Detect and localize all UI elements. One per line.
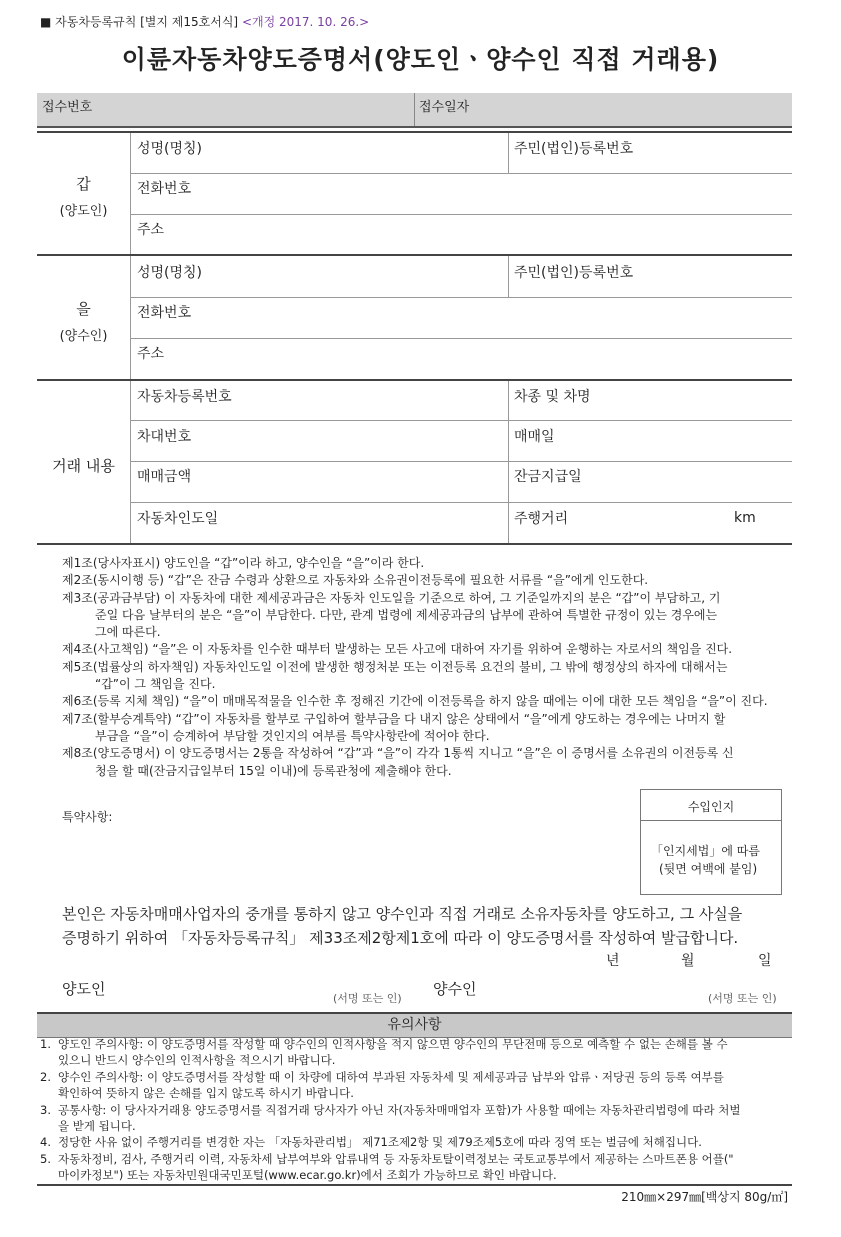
buyer-address-field[interactable]: 주소 <box>137 346 165 362</box>
vin-field[interactable]: 차대번호 <box>137 429 192 445</box>
page-title: 이륜자동차양도증명서(양도인ㆍ양수인 직접 거래용) <box>121 45 720 74</box>
buyer-signature-field[interactable]: (서명 또는 인) <box>708 992 777 1005</box>
term-5: 제5조(법률상의 하자책임) 자동차인도일 이전에 발생한 행정처분 또는 이전등록 요건의 불비, 그 밖에 행정상의 하자에 대해서는 <box>62 659 728 674</box>
reception-date-label: 접수일자 <box>419 100 470 115</box>
buyer-id-field[interactable]: 주민(법인)등록번호 <box>514 265 634 281</box>
term-7: 제7조(할부승계특약) “갑”이 자동차를 할부로 구입하여 할부금을 다 내지 않은 상태에서 “을”에게 양도하는 경우에는 나머지 할 <box>62 711 726 726</box>
row-divider <box>130 297 792 298</box>
balance-date-field[interactable]: 잔금지급일 <box>514 469 582 485</box>
row-divider <box>130 173 792 174</box>
column-divider <box>130 133 131 254</box>
revision-date: <개정 2017. 10. 26.> <box>241 15 370 29</box>
buyer-title: 을 <box>76 300 91 318</box>
reception-divider <box>414 93 415 126</box>
note-item <box>40 1134 788 1150</box>
paper-spec: 210㎜×297㎜[백상지 80g/㎡] <box>621 1190 788 1204</box>
note-item <box>40 1151 788 1184</box>
day-label: 일 <box>758 953 772 969</box>
note-number: 3. <box>40 1102 51 1117</box>
term-2: 제2조(동시이행 등) “갑”은 잔금 수령과 상환으로 자동차와 소유권이전등록에 필요한 서류를 “을”에게 인도한다. <box>62 573 649 588</box>
column-divider <box>508 381 509 543</box>
registration-number-field[interactable]: 자동차등록번호 <box>137 389 232 405</box>
term-5-cont: “갑”이 그 책임을 진다. <box>95 677 216 692</box>
term-8-cont: 청을 할 때(잔금지급일부터 15일 이내)에 등록관청에 제출해야 한다. <box>95 763 452 778</box>
term-1: 제1조(당사자표시) 양도인을 “갑”이라 하고, 양수인을 “을”이라 한다. <box>62 556 425 570</box>
row-divider <box>130 214 792 215</box>
notes-bottom-border <box>37 1184 792 1186</box>
buyer-phone-field[interactable]: 전화번호 <box>137 305 192 321</box>
month-label: 월 <box>681 953 695 969</box>
revenue-stamp-box <box>640 789 782 895</box>
stamp-divider <box>641 820 781 821</box>
reception-row <box>37 93 792 128</box>
section-divider <box>37 254 792 256</box>
row-divider <box>130 502 792 503</box>
note-text: 양도인 주의사항: 이 양도증명서를 작성할 때 양수인의 인적사항을 적지 않으면 양수인의 무단전매 등으로 예측할 수 없는 손해를 볼 수 있으니 반드시 양수인의 인적사항을 적으시기 바랍니다. <box>58 1037 728 1068</box>
row-divider <box>130 420 792 421</box>
seller-subtitle: (양도인) <box>59 204 108 219</box>
seller-address-field[interactable]: 주소 <box>137 222 165 238</box>
column-divider <box>508 256 509 297</box>
stamp-note-1: 「인지세법」에 따름 <box>651 844 760 858</box>
declaration-line-1: 본인은 자동차매매사업자의 중개를 통하지 않고 양수인과 직접 거래로 소유자동차를 양도하고, 그 사실을 <box>62 905 743 923</box>
seller-name-field[interactable]: 성명(명칭) <box>137 141 203 157</box>
vehicle-type-field[interactable]: 차종 및 차명 <box>514 389 591 405</box>
note-text: 공통사항: 이 당사자거래용 양도증명서를 직접거래 당사자가 아닌 자(자동차매매업자 포함)가 사용할 때에는 자동차관리법령에 따라 처벌 을 받게 됩니다. <box>58 1102 741 1134</box>
note-text: 자동차정비, 검사, 주행거리 이력, 자동차세 납부여부와 압류내역 등 자동차토탈이력정보는 국토교통부에서 제공하는 스마트폰용 어플(" 마이카정보") 또는 자동차민원대국민포털(www.ecar.go.kr)에서 조회가 가능하므로 확인 바랍니다. <box>58 1151 734 1183</box>
section-divider <box>37 131 792 133</box>
note-item <box>40 1102 788 1135</box>
declaration <box>62 902 782 950</box>
stamp-title: 수입인지 <box>687 800 735 814</box>
transaction-label: 거래 내용 <box>52 457 115 475</box>
note-text: 양수인 주의사항: 이 양도증명서를 작성할 때 이 차량에 대하여 부과된 자동차세 및 제세공과금 납부와 압류ㆍ저당권 등의 등록 여부를 확인하여 뜻하지 않은 손해를 입지 않도록 하시기 바랍니다. <box>58 1069 724 1101</box>
buyer-subtitle: (양수인) <box>59 329 108 344</box>
mileage-field[interactable]: 주행거리 <box>514 511 569 527</box>
note-text: 정당한 사유 없이 주행거리를 변경한 자는 「자동차관리법」 제71조제2항 및 제79조제5호에 따라 징역 또는 벌금에 처해집니다. <box>58 1135 702 1150</box>
term-3: 제3조(공과금부담) 이 자동차에 대한 제세공과금은 자동차 인도일을 기준으로 하여, 그 기준일까지의 분은 “갑”이 부담하고, 기 <box>62 590 721 605</box>
year-label: 년 <box>606 953 620 969</box>
column-divider <box>130 256 131 379</box>
reception-number-label: 접수번호 <box>42 100 93 115</box>
contract-terms <box>62 555 787 780</box>
column-divider <box>130 381 131 543</box>
term-8: 제8조(양도증명서) 이 양도증명서는 2통을 작성하여 “갑”과 “을”이 각각 1통씩 지니고 “을”은 이 증명서를 소유권의 이전등록 신 <box>62 746 734 761</box>
sale-amount-field[interactable]: 매매금액 <box>137 469 192 485</box>
section-divider <box>37 379 792 381</box>
term-3-cont: 그에 따른다. <box>95 625 161 640</box>
notes-title: 유의사항 <box>37 1012 792 1038</box>
seller-title: 갑 <box>76 175 91 193</box>
note-number: 4. <box>40 1135 51 1150</box>
form-reference <box>40 13 369 30</box>
mileage-unit: km <box>734 510 756 526</box>
row-divider <box>130 461 792 462</box>
note-item <box>40 1069 788 1102</box>
row-divider <box>130 338 792 339</box>
declaration-line-2: 증명하기 위하여 「자동차등록규칙」 제33조제2항제1호에 따라 이 양도증명서를 작성하여 발급합니다. <box>62 929 739 947</box>
special-terms-field[interactable]: 특약사항: <box>62 810 113 824</box>
term-7-cont: 부금을 “을”이 승계하여 부담할 것인지의 여부를 특약사항란에 적어야 한다. <box>95 728 490 743</box>
seller-signature-label: 양도인 <box>62 980 106 998</box>
form-ref-text: ■ 자동차등록규칙 [별지 제15호서식] <box>40 15 239 29</box>
buyer-signature-label: 양수인 <box>433 980 477 998</box>
sale-date-field[interactable]: 매매일 <box>514 429 555 445</box>
stamp-note-2: (뒷면 여백에 붙임) <box>659 862 758 876</box>
note-number: 2. <box>40 1069 51 1084</box>
column-divider <box>508 133 509 173</box>
note-item <box>40 1036 788 1069</box>
section-divider <box>37 543 792 545</box>
notes-list <box>40 1036 788 1184</box>
buyer-name-field[interactable]: 성명(명칭) <box>137 265 203 281</box>
seller-phone-field[interactable]: 전화번호 <box>137 181 192 197</box>
delivery-date-field[interactable]: 자동차인도일 <box>137 511 219 527</box>
term-4: 제4조(사고책임) “을”은 이 자동차를 인수한 때부터 발생하는 모든 사고에 대하여 자기를 위하여 운행하는 자로서의 책임을 진다. <box>62 642 733 657</box>
buyer-party-label <box>37 298 130 344</box>
note-number: 1. <box>40 1037 51 1051</box>
seller-party-label <box>37 173 130 219</box>
note-number: 5. <box>40 1151 51 1166</box>
term-6: 제6조(등록 지체 책임) “을”이 매매목적물을 인수한 후 정해진 기간에 이전등록을 하지 않을 때에는 이에 대한 모든 책임을 “을”이 진다. <box>62 694 768 709</box>
seller-signature-field[interactable]: (서명 또는 인) <box>333 992 402 1005</box>
term-3-cont: 준일 다음 날부터의 분은 “을”이 부담한다. 다만, 관계 법령에 제세공과금의 납부에 관하여 특별한 규정이 있는 경우에는 <box>95 607 718 622</box>
seller-id-field[interactable]: 주민(법인)등록번호 <box>514 141 634 157</box>
